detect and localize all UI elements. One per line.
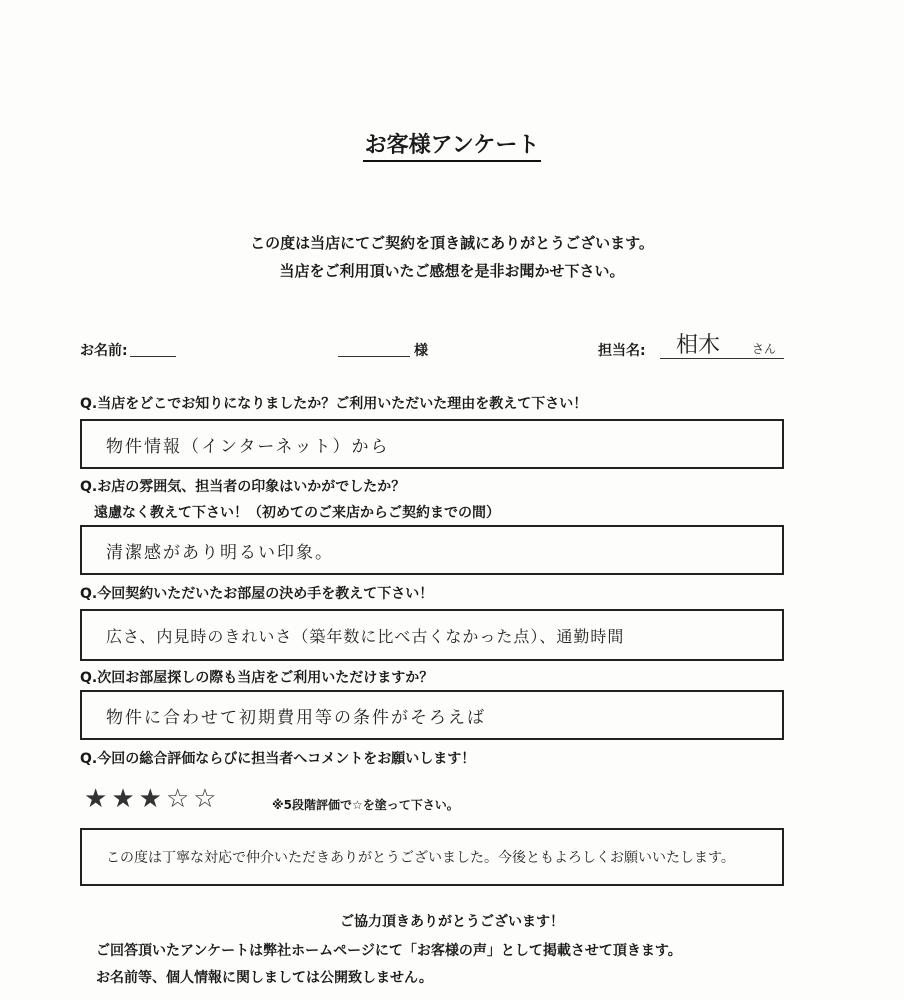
- star-empty-icon: ☆: [165, 784, 194, 814]
- answer-4: 物件に合わせて初期費用等の条件がそろえば: [106, 707, 486, 728]
- answer-5: この度は丁寧な対応で仲介いただきありがとうございました。今後ともよろしくお願いいたします。: [106, 850, 735, 866]
- staff-line: [660, 358, 784, 359]
- page-title: お客様アンケート: [0, 128, 904, 159]
- star-filled-icon: ★: [111, 784, 139, 814]
- star-filled-icon: ★: [84, 784, 112, 814]
- name-line-2: [338, 356, 410, 357]
- staff-label: 担当名:: [598, 343, 646, 359]
- question-5: Q.今回の総合評価ならびに担当者へコメントをお願いします！: [80, 751, 476, 767]
- answer-box-2: [80, 525, 784, 575]
- question-4: Q.次回お部屋探しの際も当店をご利用いただけますか？: [80, 670, 434, 686]
- honorific-label: 様: [414, 343, 428, 359]
- question-1: Q.当店をどこでお知りになりましたか？ご利用いただいた理由を教えて下さい！: [80, 396, 588, 412]
- answer-2: 清潔感があり明るい印象。: [106, 542, 334, 563]
- question-2-sub: 遠慮なく教えて下さい！（初めてのご来店からご契約までの間）: [94, 505, 500, 521]
- name-label: お名前:: [80, 343, 128, 359]
- answer-box-4: [80, 690, 784, 740]
- intro-line-1: この度は当店にてご契約を頂き誠にありがとうございます。: [250, 234, 654, 252]
- question-2: Q.お店の雰囲気、担当者の印象はいかがでしたか？: [80, 479, 406, 495]
- answer-1: 物件情報（インターネット）から: [106, 436, 390, 457]
- answer-box-5: [80, 828, 784, 886]
- intro-line-2: 当店をご利用頂いたご感想を是非お聞かせ下さい。: [279, 262, 625, 280]
- footer-line-1: ご回答頂いたアンケートは弊社ホームページにて「お客様の声」として掲載させて頂きます。: [96, 943, 682, 959]
- answer-box-1: [80, 419, 784, 469]
- footer-line-2: お名前等、個人情報に関しましては公開致しません。: [96, 970, 433, 986]
- star-empty-icon: ☆: [193, 784, 221, 814]
- rating-note: ※5段階評価で☆を塗って下さい。: [272, 798, 459, 812]
- thanks-text: ご協力頂きありがとうございます！: [340, 914, 564, 930]
- staff-name: 相木: [676, 333, 721, 358]
- answer-box-3: [80, 609, 784, 661]
- answer-3: 広さ、内見時のきれいさ（築年数に比べ古くなかった点）、通勤時間: [106, 626, 625, 646]
- star-rating: [84, 784, 221, 814]
- staff-suffix: さん: [752, 342, 777, 356]
- star-filled-icon: ★: [138, 784, 166, 814]
- name-line-1: [130, 356, 176, 357]
- question-3: Q.今回契約いただいたお部屋の決め手を教えて下さい！: [80, 586, 434, 602]
